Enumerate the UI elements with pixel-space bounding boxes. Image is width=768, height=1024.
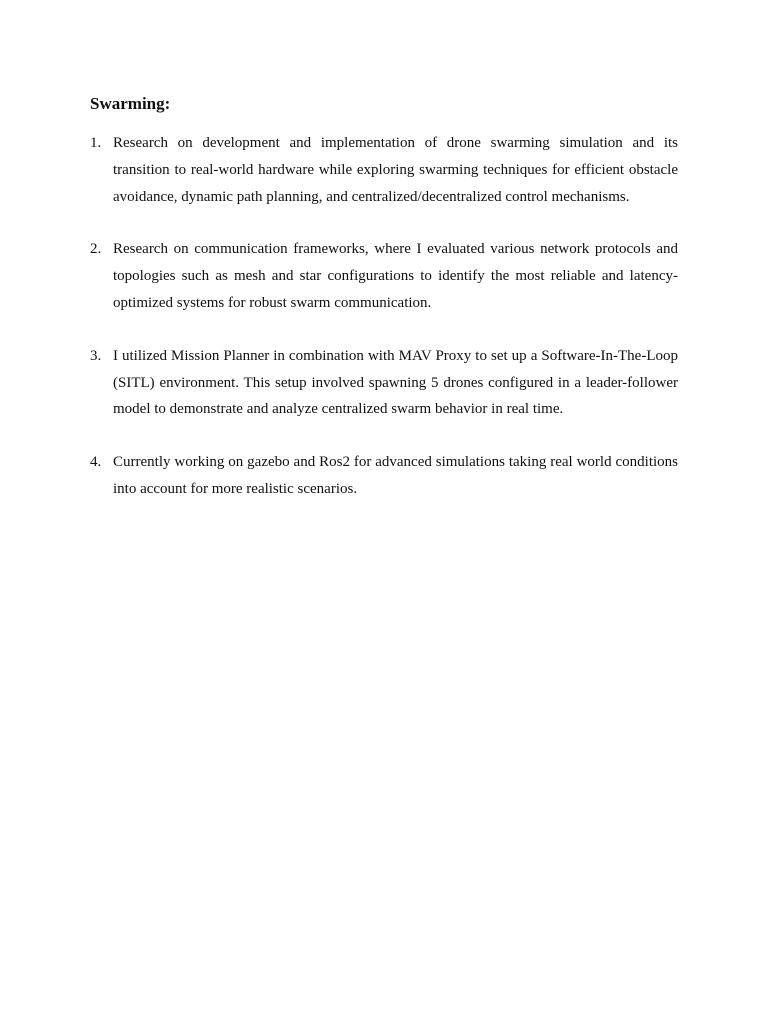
list-item-text: Research on development and implementation of drone swarming simulation and its transition to real-world hardware while exploring swarming techniques for efficient obstacle avoidance, dynamic path planning, and centralized/decentralized control mechanisms. [113,135,678,205]
list-item [90,343,678,423]
list-item-text: I utilized Mission Planner in combination with MAV Proxy to set up a Software-In-The-Loop (SITL) environment. This setup involved spawning 5 drones configured in a leader-follower model to demonstrate and analyze centralized swarm behavior in real time. [113,347,678,418]
list-item [90,449,678,503]
list-item-number: 1. [90,135,102,151]
numbered-list [90,130,678,503]
document-page [90,92,678,529]
list-item-number: 2. [90,241,102,258]
list-item-text: Research on communication frameworks, where I evaluated various network protocols and topologies such as mesh and star configurations to identify the most reliable and latency-optimized systems for robust swarm communication. [113,241,678,311]
list-item [90,236,678,316]
list-item-number: 4. [90,454,102,471]
list-item-text: Currently working on gazebo and Ros2 for advanced simulations taking real world conditions into account for more realistic scenarios. [113,454,678,497]
section-heading: Swarming: [90,94,171,113]
list-item [90,130,678,210]
list-item-number: 3. [90,347,102,364]
